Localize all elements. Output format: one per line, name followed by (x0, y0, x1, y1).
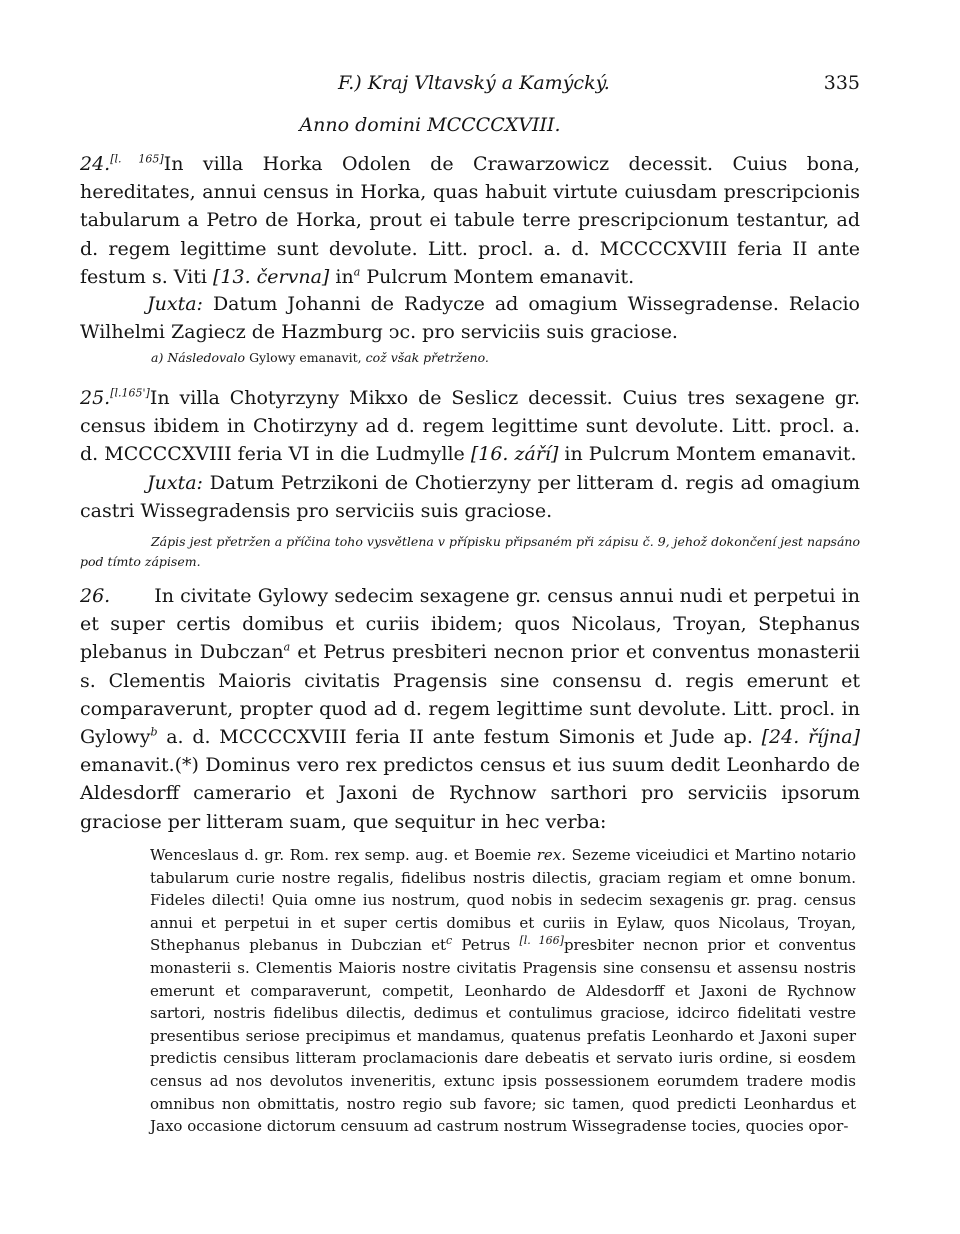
juxta-text: Datum Johanni de Radycze ad omagium Wissegradense. Relacio Wilhelmi Zagiecz de Hazmburg ͻc. pro serviciis suis graciose. (80, 293, 860, 344)
footnote-text: Následovalo (163, 350, 250, 365)
entry-text: in (329, 265, 354, 288)
running-title: F.) Kraj Vltavský a Kamýcký. (338, 72, 610, 94)
entry-25-juxta (80, 469, 860, 525)
footnote-marker: a) (151, 350, 164, 365)
juxta-text: Datum Petrzikoni de Chotierzyny per litteram d. regis ad omagium castri Wissegradensis pro serviciis suis graciose. (80, 472, 860, 523)
running-header (80, 64, 860, 100)
folio-marker: [l. 166] (519, 934, 564, 948)
entry-24-paragraph (80, 150, 860, 291)
footnote-reference: c (446, 934, 453, 948)
entry-number: 24. (80, 153, 111, 175)
footnote-a (80, 348, 860, 368)
entry-26-paragraph (80, 582, 860, 836)
charter-segment: Sezeme viceiudici et Martino notario tabularum curie nostre regalis, fidelibus nostris dilectis, graciam regiam et omne bonum. Fideles dilecti! Quia omne ius nostrum, quod nobis in sedecim sexagenis gr. prag. census annui et perpetui in et super certis domibus et curiis in Eylaw, quos Nicolaus, Troyan, Sthephanus plebanus in Dubczian et (150, 846, 856, 955)
juxta-label: Juxta: (147, 293, 203, 315)
charter-segment: Wenceslaus d. gr. Rom. rex semp. aug. et Boemie (150, 846, 537, 864)
footnote-quote: Gylowy emanavit, (249, 350, 362, 365)
charter-text (150, 844, 856, 1138)
entry-text: a. d. MCCCCXVIII feria II ante festum Simonis et Jude ap. (157, 726, 762, 749)
charter-segment: Petrus (452, 936, 520, 955)
date-note: [13. června] (213, 265, 330, 288)
footnote-reference: a (353, 265, 361, 279)
entry-text: Pulcrum Montem emanavit. (360, 265, 635, 288)
entry-text: In villa Horka Odolen de Crawarzowicz decessit. Cuius bona, hereditates, annui census in Horka, quas habuit virtute cuiusdam prescripcionis tabularum a Petro de Horka, prout ei tabule terre prescripcionum testantur, ad d. regem legittime sunt devolute. Litt. procl. a. d. MCCCCXVIII feria II ante festum s. Viti (80, 153, 861, 288)
entry-text: emanavit.(*) Dominus vero rex predictos census et ius suum dedit Leonhardo de Aldesdorff camerario et Jaxoni de Rychnow sarthori pro serviciis ipsorum graciose per litteram suam, que sequitur in hec verba: (80, 754, 860, 833)
juxta-label: Juxta: (147, 472, 203, 494)
footnote-text: což však přetrženo. (361, 350, 489, 365)
charter-segment: presbiter necnon prior et conventus monasterii s. Clementis Maioris nostre civitatis Pragensis sine consensu et assensu nostris emerunt et comparaverunt, competit, Leonhardo de Aldesdorff et Jaxoni de Rychnow sartori, nostris fidelibus dilectis, dedimus et contulimus graciose, idcirco fidelitati vestre presentibus seriose precipimus et mandamus, quatenus prefatis Leonhardo et Jaxoni super predictis censibus litteram proclamacionis dare debeatis et servato iuris ordine, si eosdem census ad nos devolutos inveneritis, extunc ipsis possessionem eorumdem tradere modis omnibus non obmittatis, nostro regio sub favore; sic tamen, quod predicti Leonhardus et Jaxo occasione dictorum censuum ad castrum nostrum Wissegradense tocies, quocies opor- (150, 936, 856, 1136)
folio-marker: [l. 165] (110, 152, 164, 166)
entry-text: et Petrus presbiteri necnon prior et conventus monasterii s. Clementis Maioris civitatis Pragensis sine consensu d. regis emerunt et comparaverunt, propter quod ad d. regem legittime sunt devolute. Litt. procl. in Gylowy (80, 641, 860, 749)
entry-text: In civitate Gylowy sedecim sexagene gr. census annui nudi et perpetui in et super certis domibus et curiis ibidem; quos Nicolaus, Troyan, Stephanus plebanus in Dubczan (80, 585, 860, 664)
footnote-reference: b (150, 725, 158, 739)
footnote-reference: a (283, 641, 291, 655)
entry-number: 26. (80, 585, 111, 607)
entry-text: In villa Chotyrzyny Mikxo de Seslicz decessit. Cuius tres sexagene gr. census ibidem in Chotirzyny ad d. regem legittime sunt devolute. Litt. procl. a. d. MCCCCXVIII feria VI in die Ludmylle (80, 387, 860, 466)
entry-24-juxta (80, 290, 860, 346)
charter-segment: rex. (536, 846, 567, 864)
page-number: 335 (823, 72, 860, 94)
date-note: [24. října] (761, 726, 860, 749)
entry-number: 25. (80, 387, 111, 409)
folio-marker: [l.165'] (110, 386, 150, 400)
editorial-note: Zápis jest přetržen a příčina toho vysvětlena v přípisku připsaném při zápisu č. 9, jehož dokončení jest napsáno pod tímto zápisem. (80, 534, 860, 569)
entry-text: in Pulcrum Montem emanavit. (558, 443, 857, 466)
date-note: [16. září] (470, 443, 559, 466)
year-heading: Anno domini MCCCCXVIII. (299, 114, 561, 136)
entry-25-paragraph (80, 384, 860, 469)
